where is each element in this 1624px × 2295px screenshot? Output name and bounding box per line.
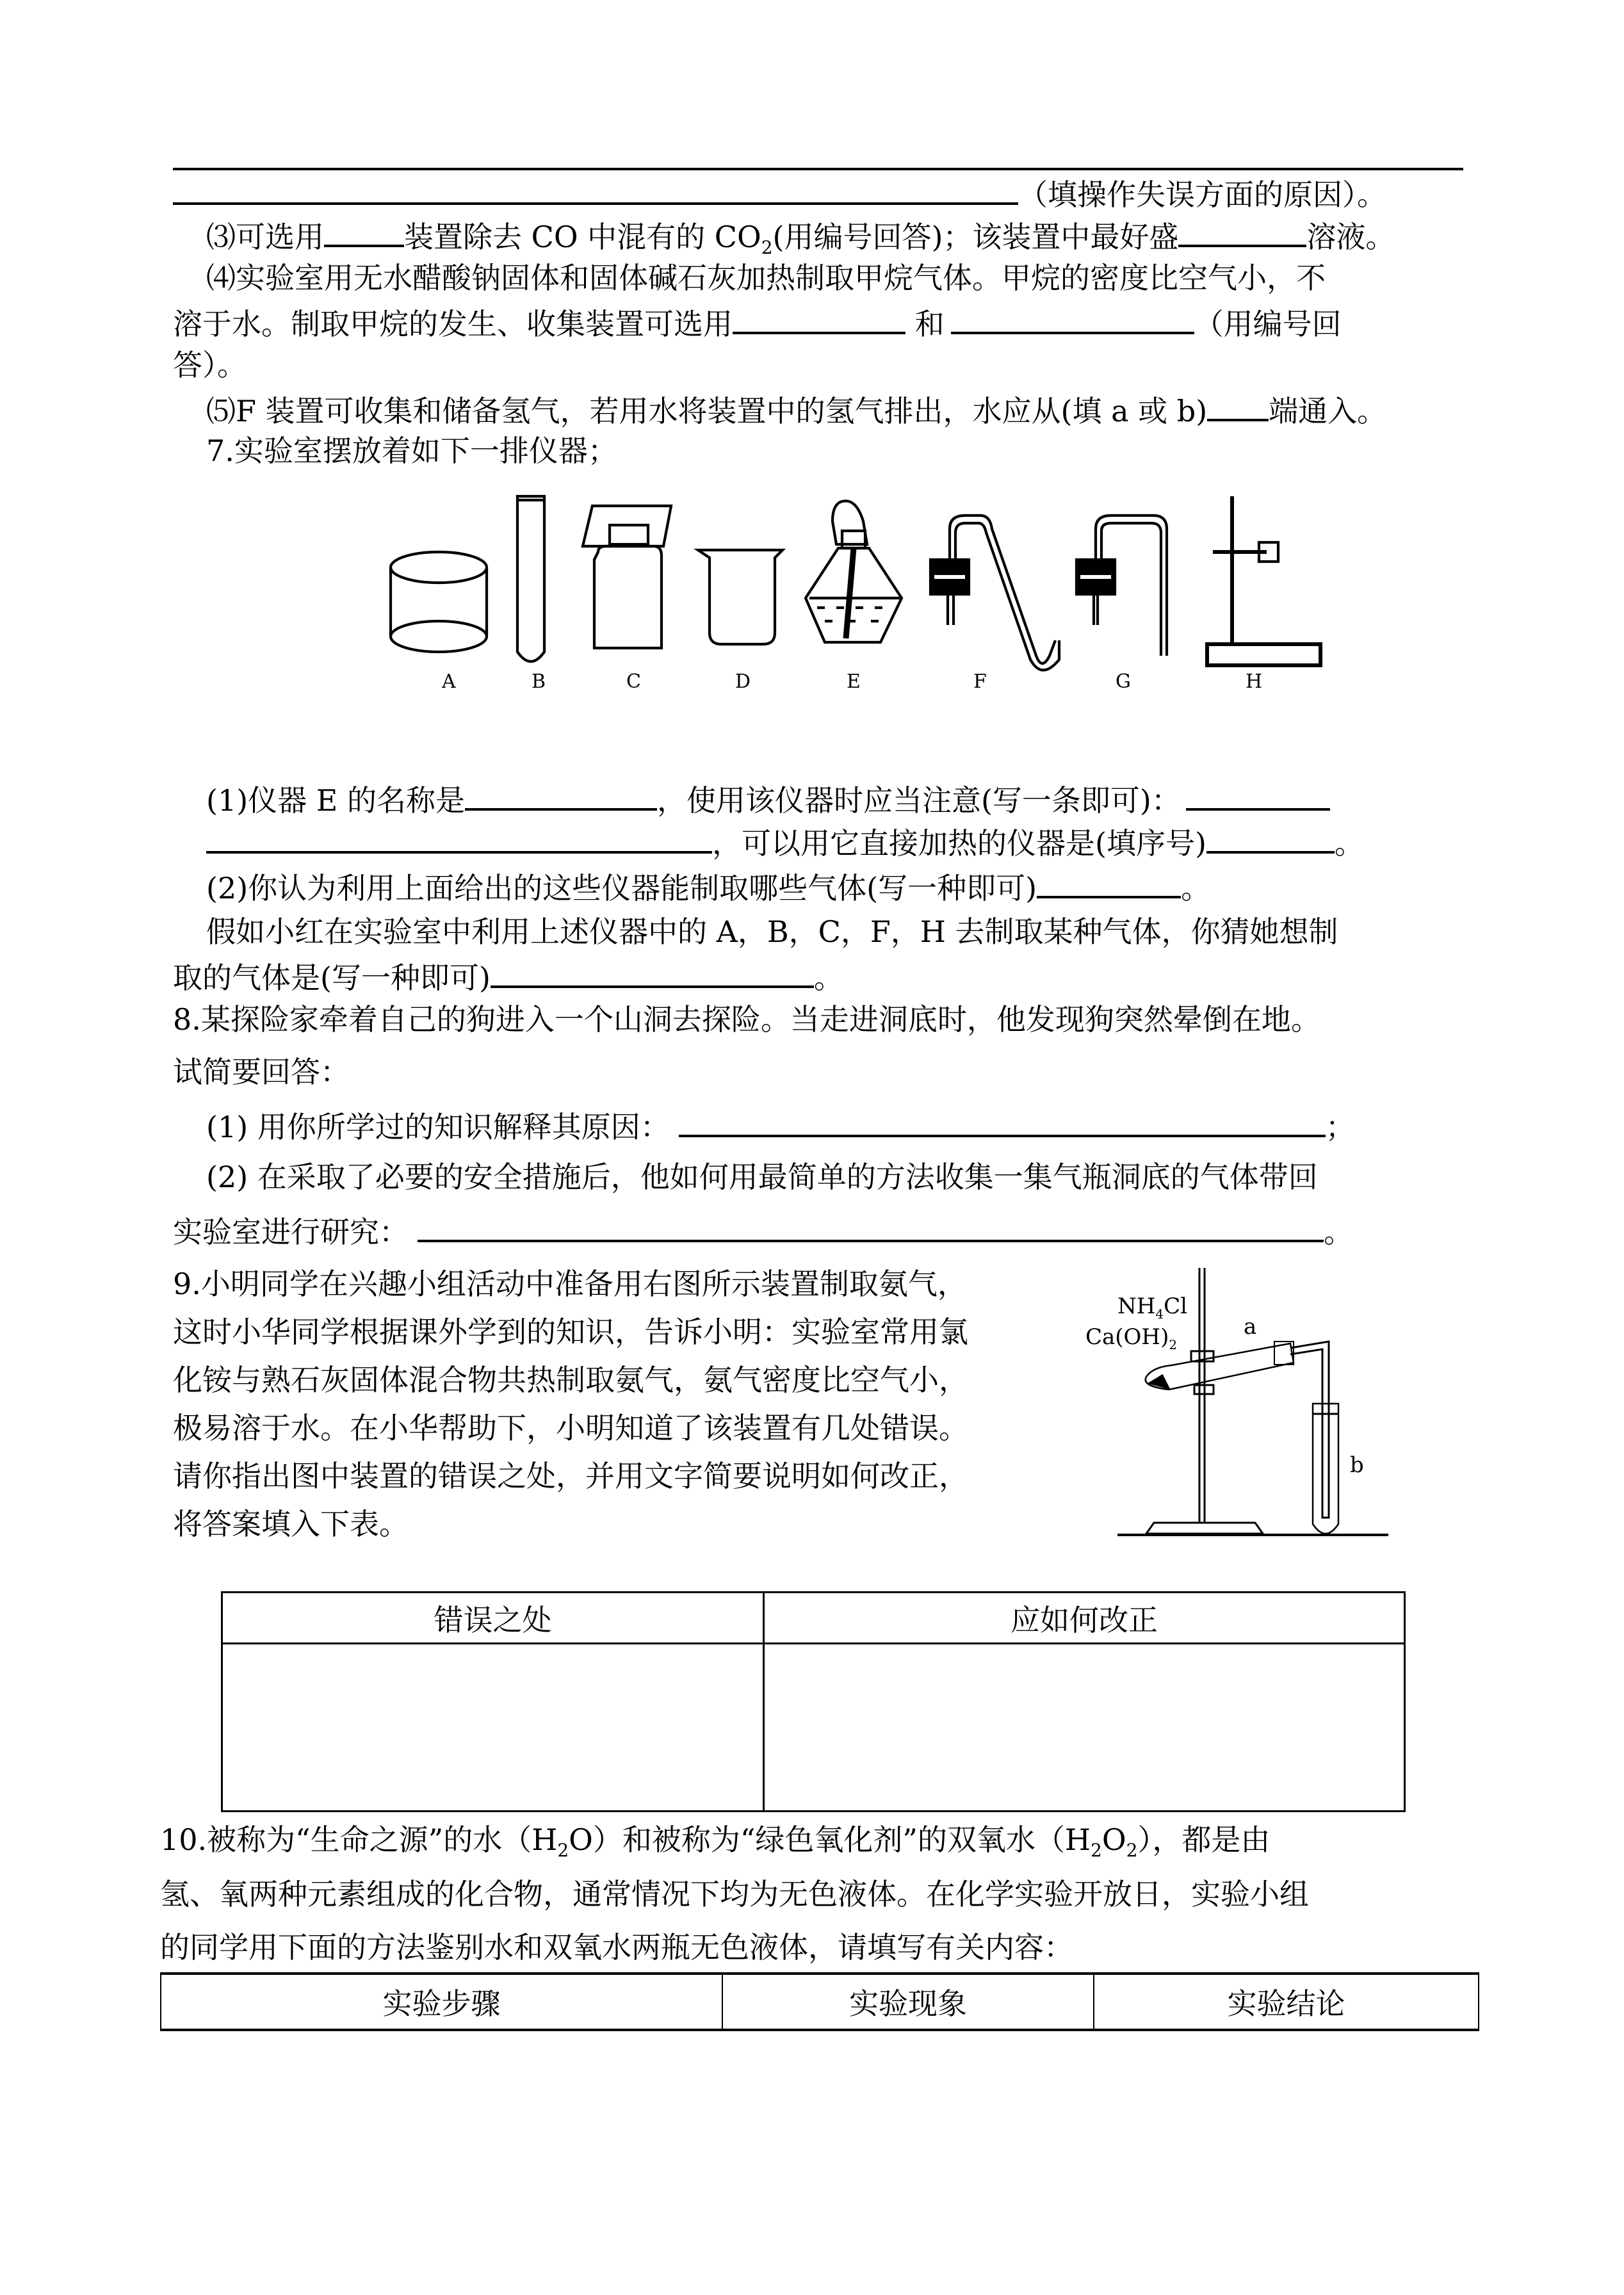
- answer-blank[interactable]: [733, 304, 905, 334]
- q7-p3-line2: 取的气体是(写一种即可) 。: [173, 957, 843, 997]
- label-b: B: [532, 670, 546, 693]
- label-f: F: [973, 670, 987, 693]
- apparatus-h-iron-stand: [1207, 496, 1320, 665]
- header-how-to-correct: 应如何改正: [764, 1593, 1405, 1644]
- q7-p1-line2: ，可以用它直接加热的仪器是(填序号) 。: [206, 823, 1364, 863]
- q7-p1-line1: (1)仪器 E 的名称是 ，使用该仪器时应当注意(写一条即可)：: [206, 780, 1330, 820]
- q6-line2: （填操作失误方面的原因）。: [173, 174, 1386, 214]
- apparatus-d-beaker: [698, 550, 783, 644]
- q6-p3: ⑶可选用 装置除去 CO 中混有的 $CO_2$(用编号回答)；该装置中最好盛 溶液。: [206, 216, 1395, 256]
- cell-how-to-correct[interactable]: [764, 1644, 1405, 1812]
- q9-line5: 请你指出图中装置的错误之处，并用文字简要说明如何改正，: [173, 1459, 968, 1493]
- apparatus-f-delivery-tube: [930, 515, 1059, 670]
- apparatus-g-bent-tube: [1076, 515, 1167, 656]
- answer-blank[interactable]: [951, 304, 1194, 334]
- answer-blank[interactable]: [1186, 780, 1330, 811]
- q9-line6: 将答案填入下表。: [173, 1507, 409, 1541]
- apparatus-b-test-tube: [517, 496, 544, 661]
- q9-line3: 化铵与熟石灰固体混合物共热制取氨气，氨气密度比空气小，: [173, 1363, 968, 1397]
- q6-p5: ⑸F 装置可收集和储备氢气，若用水将装置中的氢气排出，水应从(填 a 或 b) 端通入。: [206, 391, 1386, 430]
- apparatus-c-gas-bottle: [583, 506, 671, 648]
- q10-line1: 10.被称为“生命之源”的水$(H_2O)$和被称为“绿色氧化剂”的双氧水$(H_2O_2)$，都是由: [160, 1822, 1271, 1861]
- answer-blank[interactable]: [491, 957, 814, 988]
- q8-p1: (1) 用你所学过的知识解释其原因： ；: [206, 1107, 1355, 1146]
- answer-blank[interactable]: [1207, 391, 1269, 421]
- label-nh4cl: $NH_4Cl$: [1117, 1293, 1188, 1322]
- cell-error-location[interactable]: [222, 1644, 764, 1812]
- answer-blank[interactable]: [465, 780, 657, 811]
- answer-blank[interactable]: [173, 174, 1018, 205]
- q7-p3-line1: 假如小红在实验室中利用上述仪器中的 A，B，C，F，H 去制取某种气体，你猜她想制: [206, 914, 1338, 949]
- header-experiment-steps: 实验步骤: [161, 1974, 722, 2030]
- answer-blank[interactable]: [324, 216, 404, 247]
- label-caoh2: $Ca(OH)_2$: [1085, 1324, 1178, 1352]
- label-g: G: [1116, 670, 1131, 693]
- apparatus-e-alcohol-lamp: [806, 501, 902, 642]
- header-experiment-phenomena: 实验现象: [722, 1974, 1094, 2030]
- q6-p4-line1: ⑷实验室用无水醋酸钠固体和固体碱石灰加热制取甲烷气体。甲烷的密度比空气小，不: [206, 261, 1326, 295]
- header-experiment-conclusion: 实验结论: [1094, 1974, 1479, 2030]
- ammonia-figure-labels: [1082, 1261, 1428, 1550]
- q9-line2: 这时小华同学根据课外学到的知识，告诉小明：实验室常用氯: [173, 1315, 968, 1349]
- apparatus-a-dish: [391, 552, 487, 652]
- q7-p2: (2)你认为利用上面给出的这些仪器能制取哪些气体(写一种即可) 。: [206, 868, 1210, 907]
- q9-line4: 极易溶于水。在小华帮助下，小明知道了该装置有几处错误。: [173, 1411, 968, 1445]
- q9-line1: 9.小明同学在兴趣小组活动中准备用右图所示装置制取氨气，: [173, 1267, 967, 1301]
- answer-blank[interactable]: [418, 1212, 1324, 1242]
- apparatus-labels: [371, 663, 1332, 701]
- q8-p2-line2: 实验室进行研究： 。: [173, 1212, 1353, 1251]
- q10-line2: 氢、氧两种元素组成的化合物，通常情况下均为无色液体。在化学实验开放日，实验小组: [160, 1877, 1309, 1911]
- label-h: H: [1246, 670, 1263, 693]
- header-error-location: 错误之处: [222, 1593, 764, 1644]
- error-correction-table: [221, 1591, 1406, 1812]
- q8-line1: 8.某探险家牵着自己的狗进入一个山洞去探险。当走进洞底时，他发现狗突然晕倒在地。: [173, 1002, 1320, 1037]
- label-d: D: [735, 670, 751, 693]
- answer-line-top[interactable]: [173, 168, 1463, 170]
- label-c: C: [626, 670, 641, 693]
- q6-p4-line2: 溶于水。制取甲烷的发生、收集装置可选用 和 （用编号回: [173, 304, 1342, 343]
- q7-title: 7.实验室摆放着如下一排仪器；: [206, 434, 617, 468]
- label-a: A: [442, 670, 456, 693]
- answer-blank[interactable]: [1178, 216, 1306, 247]
- q6-p4-line3: 答）。: [173, 348, 247, 382]
- label-a-end: a: [1244, 1314, 1257, 1340]
- label-e: E: [847, 670, 861, 693]
- experiment-table: [160, 1972, 1479, 2031]
- q10-line3: 的同学用下面的方法鉴别水和双氧水两瓶无色液体，请填写有关内容：: [160, 1930, 1073, 1965]
- q8-p2-line1: (2) 在采取了必要的安全措施后，他如何用最简单的方法收集一集气瓶洞底的气体带回: [206, 1160, 1318, 1194]
- answer-blank[interactable]: [1037, 868, 1181, 898]
- answer-blank[interactable]: [1206, 823, 1335, 854]
- answer-blank[interactable]: [679, 1107, 1326, 1137]
- label-b-end: b: [1350, 1452, 1364, 1478]
- q8-line2: 试简要回答：: [173, 1055, 350, 1089]
- answer-blank[interactable]: [206, 823, 712, 854]
